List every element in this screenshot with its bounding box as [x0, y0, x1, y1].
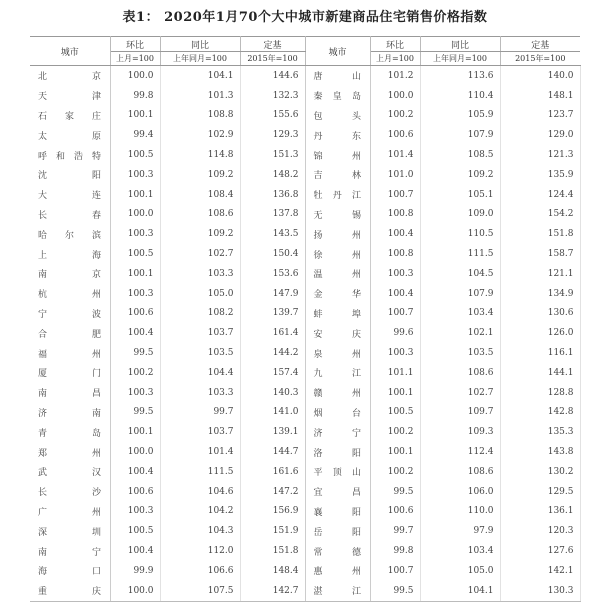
city-cell: 锦州 [305, 145, 370, 165]
yoy-cell: 108.6 [420, 462, 500, 482]
base-cell: 143.5 [240, 224, 305, 244]
mom-cell: 99.5 [370, 482, 420, 502]
yoy-cell: 102.1 [420, 323, 500, 343]
yoy-cell: 109.7 [420, 403, 500, 423]
mom-cell: 101.2 [370, 66, 420, 86]
city-cell: 厦门 [30, 363, 110, 383]
yoy-cell: 104.1 [160, 66, 240, 86]
table-row [30, 581, 580, 601]
yoy-cell: 102.7 [160, 244, 240, 264]
mom-cell: 100.3 [110, 165, 160, 185]
mom-cell: 100.4 [110, 323, 160, 343]
header-mom: 环比 [110, 37, 160, 52]
city-cell: 泉州 [305, 343, 370, 363]
city-cell: 福州 [30, 343, 110, 363]
base-cell: 129.3 [240, 125, 305, 145]
mom-cell: 100.3 [110, 383, 160, 403]
base-cell: 155.6 [240, 106, 305, 126]
mom-cell: 99.8 [370, 541, 420, 561]
base-cell: 123.7 [500, 106, 580, 126]
yoy-cell: 108.5 [420, 145, 500, 165]
base-cell: 142.7 [240, 581, 305, 601]
base-cell: 124.4 [500, 185, 580, 205]
yoy-cell: 108.6 [420, 363, 500, 383]
yoy-cell: 103.4 [420, 304, 500, 324]
city-cell: 呼和浩特 [30, 145, 110, 165]
header-mom-2: 环比 [370, 37, 420, 52]
yoy-cell: 108.4 [160, 185, 240, 205]
table-row [30, 343, 580, 363]
mom-cell: 100.5 [110, 521, 160, 541]
city-cell: 唐山 [305, 66, 370, 86]
city-cell: 蚌埠 [305, 304, 370, 324]
yoy-cell: 104.6 [160, 482, 240, 502]
yoy-cell: 114.8 [160, 145, 240, 165]
yoy-cell: 112.0 [160, 541, 240, 561]
yoy-cell: 107.9 [420, 284, 500, 304]
yoy-cell: 104.1 [420, 581, 500, 601]
mom-cell: 100.1 [110, 264, 160, 284]
table-row [30, 284, 580, 304]
table-row [30, 502, 580, 522]
city-cell: 南宁 [30, 541, 110, 561]
price-index-table [30, 36, 581, 602]
mom-cell: 100.0 [110, 581, 160, 601]
mom-cell: 100.0 [370, 86, 420, 106]
city-cell: 济南 [30, 403, 110, 423]
table-row [30, 482, 580, 502]
city-cell: 秦皇岛 [305, 86, 370, 106]
mom-cell: 100.0 [110, 205, 160, 225]
base-cell: 135.3 [500, 422, 580, 442]
city-cell: 牡丹江 [305, 185, 370, 205]
yoy-cell: 108.8 [160, 106, 240, 126]
base-cell: 151.3 [240, 145, 305, 165]
mom-cell: 100.4 [370, 284, 420, 304]
subheader-yoy: 上年同月=100 [160, 52, 240, 66]
table-row [30, 521, 580, 541]
table-row [30, 422, 580, 442]
table-row [30, 383, 580, 403]
city-cell: 青岛 [30, 422, 110, 442]
mom-cell: 100.8 [370, 205, 420, 225]
subheader-base-2: 2015年=100 [500, 52, 580, 66]
city-cell: 襄阳 [305, 502, 370, 522]
mom-cell: 100.3 [110, 284, 160, 304]
mom-cell: 100.2 [370, 106, 420, 126]
base-cell: 161.4 [240, 323, 305, 343]
header-base-2: 定基 [500, 37, 580, 52]
city-cell: 郑州 [30, 442, 110, 462]
base-cell: 150.4 [240, 244, 305, 264]
header-city-2: 城市 [305, 37, 370, 66]
mom-cell: 100.7 [370, 561, 420, 581]
yoy-cell: 103.4 [420, 541, 500, 561]
base-cell: 116.1 [500, 343, 580, 363]
base-cell: 148.2 [240, 165, 305, 185]
mom-cell: 100.3 [370, 343, 420, 363]
mom-cell: 100.5 [110, 145, 160, 165]
base-cell: 147.9 [240, 284, 305, 304]
city-cell: 徐州 [305, 244, 370, 264]
mom-cell: 100.6 [370, 125, 420, 145]
base-cell: 151.8 [500, 224, 580, 244]
mom-cell: 101.4 [370, 145, 420, 165]
yoy-cell: 103.3 [160, 383, 240, 403]
city-cell: 南昌 [30, 383, 110, 403]
base-cell: 156.9 [240, 502, 305, 522]
base-cell: 143.8 [500, 442, 580, 462]
yoy-cell: 97.9 [420, 521, 500, 541]
mom-cell: 100.2 [370, 422, 420, 442]
city-cell: 合肥 [30, 323, 110, 343]
yoy-cell: 104.3 [160, 521, 240, 541]
yoy-cell: 108.2 [160, 304, 240, 324]
city-cell: 无锡 [305, 205, 370, 225]
mom-cell: 100.1 [110, 106, 160, 126]
header-base: 定基 [240, 37, 305, 52]
yoy-cell: 109.2 [160, 224, 240, 244]
yoy-cell: 103.7 [160, 323, 240, 343]
city-cell: 烟台 [305, 403, 370, 423]
subheader-base: 2015年=100 [240, 52, 305, 66]
city-cell: 惠州 [305, 561, 370, 581]
city-cell: 吉林 [305, 165, 370, 185]
city-cell: 安庆 [305, 323, 370, 343]
base-cell: 142.1 [500, 561, 580, 581]
table-row [30, 462, 580, 482]
city-cell: 杭州 [30, 284, 110, 304]
yoy-cell: 104.4 [160, 363, 240, 383]
mom-cell: 100.5 [110, 244, 160, 264]
city-cell: 扬州 [305, 224, 370, 244]
city-cell: 深圳 [30, 521, 110, 541]
base-cell: 129.5 [500, 482, 580, 502]
city-cell: 天津 [30, 86, 110, 106]
base-cell: 121.1 [500, 264, 580, 284]
base-cell: 157.4 [240, 363, 305, 383]
mom-cell: 101.1 [370, 363, 420, 383]
base-cell: 132.3 [240, 86, 305, 106]
city-cell: 长春 [30, 205, 110, 225]
yoy-cell: 103.3 [160, 264, 240, 284]
yoy-cell: 103.7 [160, 422, 240, 442]
base-cell: 130.6 [500, 304, 580, 324]
city-cell: 海口 [30, 561, 110, 581]
mom-cell: 100.3 [370, 264, 420, 284]
base-cell: 153.6 [240, 264, 305, 284]
city-cell: 宁波 [30, 304, 110, 324]
base-cell: 137.8 [240, 205, 305, 225]
yoy-cell: 105.1 [420, 185, 500, 205]
table-row [30, 224, 580, 244]
yoy-cell: 102.7 [420, 383, 500, 403]
mom-cell: 100.1 [370, 442, 420, 462]
mom-cell: 99.5 [110, 403, 160, 423]
yoy-cell: 109.2 [160, 165, 240, 185]
base-cell: 142.8 [500, 403, 580, 423]
yoy-cell: 105.0 [420, 561, 500, 581]
base-cell: 144.1 [500, 363, 580, 383]
table-row [30, 541, 580, 561]
city-cell: 金华 [305, 284, 370, 304]
mom-cell: 100.6 [110, 482, 160, 502]
mom-cell: 99.5 [370, 581, 420, 601]
mom-cell: 100.1 [110, 185, 160, 205]
city-cell: 石家庄 [30, 106, 110, 126]
yoy-cell: 106.6 [160, 561, 240, 581]
subheader-mom-2: 上月=100 [370, 52, 420, 66]
mom-cell: 100.5 [370, 403, 420, 423]
base-cell: 120.3 [500, 521, 580, 541]
base-cell: 148.4 [240, 561, 305, 581]
mom-cell: 99.7 [370, 521, 420, 541]
base-cell: 136.8 [240, 185, 305, 205]
yoy-cell: 109.0 [420, 205, 500, 225]
yoy-cell: 110.4 [420, 86, 500, 106]
base-cell: 144.7 [240, 442, 305, 462]
city-cell: 九江 [305, 363, 370, 383]
base-cell: 139.7 [240, 304, 305, 324]
header-yoy-2: 同比 [420, 37, 500, 52]
table-row [30, 561, 580, 581]
city-cell: 广州 [30, 502, 110, 522]
base-cell: 154.2 [500, 205, 580, 225]
city-cell: 长沙 [30, 482, 110, 502]
table-row [30, 66, 580, 86]
mom-cell: 100.4 [110, 462, 160, 482]
base-cell: 151.9 [240, 521, 305, 541]
city-cell: 赣州 [305, 383, 370, 403]
mom-cell: 100.2 [110, 363, 160, 383]
base-cell: 134.9 [500, 284, 580, 304]
city-cell: 温州 [305, 264, 370, 284]
subheader-mom: 上月=100 [110, 52, 160, 66]
yoy-cell: 103.5 [160, 343, 240, 363]
base-cell: 126.0 [500, 323, 580, 343]
base-cell: 121.3 [500, 145, 580, 165]
mom-cell: 100.8 [370, 244, 420, 264]
table-row [30, 304, 580, 324]
yoy-cell: 104.5 [420, 264, 500, 284]
table-row [30, 145, 580, 165]
mom-cell: 100.6 [370, 502, 420, 522]
header-yoy: 同比 [160, 37, 240, 52]
city-cell: 洛阳 [305, 442, 370, 462]
city-cell: 沈阳 [30, 165, 110, 185]
city-cell: 上海 [30, 244, 110, 264]
yoy-cell: 108.6 [160, 205, 240, 225]
yoy-cell: 106.0 [420, 482, 500, 502]
subheader-yoy-2: 上年同月=100 [420, 52, 500, 66]
mom-cell: 100.1 [110, 422, 160, 442]
table-body [30, 66, 580, 602]
yoy-cell: 111.5 [420, 244, 500, 264]
mom-cell: 101.0 [370, 165, 420, 185]
base-cell: 130.2 [500, 462, 580, 482]
base-cell: 130.3 [500, 581, 580, 601]
city-cell: 丹东 [305, 125, 370, 145]
base-cell: 147.2 [240, 482, 305, 502]
city-cell: 岳阳 [305, 521, 370, 541]
table-row [30, 125, 580, 145]
mom-cell: 100.0 [110, 66, 160, 86]
yoy-cell: 111.5 [160, 462, 240, 482]
table-title: 表1： 2020年1月70个大中城市新建商品住宅销售价格指数 [122, 10, 488, 25]
city-cell: 大连 [30, 185, 110, 205]
mom-cell: 100.4 [110, 541, 160, 561]
base-cell: 136.1 [500, 502, 580, 522]
mom-cell: 100.2 [370, 462, 420, 482]
yoy-cell: 110.5 [420, 224, 500, 244]
city-cell: 平顶山 [305, 462, 370, 482]
base-cell: 144.2 [240, 343, 305, 363]
yoy-cell: 105.9 [420, 106, 500, 126]
mom-cell: 100.7 [370, 304, 420, 324]
table-row [30, 106, 580, 126]
city-cell: 北京 [30, 66, 110, 86]
yoy-cell: 105.0 [160, 284, 240, 304]
base-cell: 127.6 [500, 541, 580, 561]
yoy-cell: 113.6 [420, 66, 500, 86]
table-row [30, 165, 580, 185]
mom-cell: 99.4 [110, 125, 160, 145]
yoy-cell: 107.9 [420, 125, 500, 145]
mom-cell: 99.5 [110, 343, 160, 363]
table-row [30, 442, 580, 462]
yoy-cell: 103.5 [420, 343, 500, 363]
base-cell: 144.6 [240, 66, 305, 86]
mom-cell: 99.9 [110, 561, 160, 581]
base-cell: 161.6 [240, 462, 305, 482]
table-row [30, 205, 580, 225]
mom-cell: 100.6 [110, 304, 160, 324]
base-cell: 141.0 [240, 403, 305, 423]
yoy-cell: 107.5 [160, 581, 240, 601]
yoy-cell: 112.4 [420, 442, 500, 462]
mom-cell: 100.3 [110, 224, 160, 244]
city-cell: 宜昌 [305, 482, 370, 502]
base-cell: 129.0 [500, 125, 580, 145]
table-row [30, 244, 580, 264]
city-cell: 太原 [30, 125, 110, 145]
yoy-cell: 101.3 [160, 86, 240, 106]
city-cell: 包头 [305, 106, 370, 126]
mom-cell: 99.8 [110, 86, 160, 106]
city-cell: 湛江 [305, 581, 370, 601]
mom-cell: 100.0 [110, 442, 160, 462]
yoy-cell: 101.4 [160, 442, 240, 462]
base-cell: 158.7 [500, 244, 580, 264]
city-cell: 南京 [30, 264, 110, 284]
header-city: 城市 [30, 37, 110, 66]
yoy-cell: 102.9 [160, 125, 240, 145]
mom-cell: 100.4 [370, 224, 420, 244]
city-cell: 重庆 [30, 581, 110, 601]
base-cell: 128.8 [500, 383, 580, 403]
table-row [30, 264, 580, 284]
base-cell: 151.8 [240, 541, 305, 561]
table-row [30, 363, 580, 383]
city-cell: 济宁 [305, 422, 370, 442]
yoy-cell: 109.2 [420, 165, 500, 185]
yoy-cell: 104.2 [160, 502, 240, 522]
yoy-cell: 109.3 [420, 422, 500, 442]
base-cell: 148.1 [500, 86, 580, 106]
city-cell: 常德 [305, 541, 370, 561]
table-row [30, 403, 580, 423]
yoy-cell: 110.0 [420, 502, 500, 522]
base-cell: 139.1 [240, 422, 305, 442]
mom-cell: 100.3 [110, 502, 160, 522]
base-cell: 140.0 [500, 66, 580, 86]
table-row [30, 86, 580, 106]
table-row [30, 185, 580, 205]
city-cell: 武汉 [30, 462, 110, 482]
mom-cell: 99.6 [370, 323, 420, 343]
base-cell: 135.9 [500, 165, 580, 185]
yoy-cell: 99.7 [160, 403, 240, 423]
mom-cell: 100.1 [370, 383, 420, 403]
base-cell: 140.3 [240, 383, 305, 403]
table-row [30, 323, 580, 343]
mom-cell: 100.7 [370, 185, 420, 205]
city-cell: 哈尔滨 [30, 224, 110, 244]
